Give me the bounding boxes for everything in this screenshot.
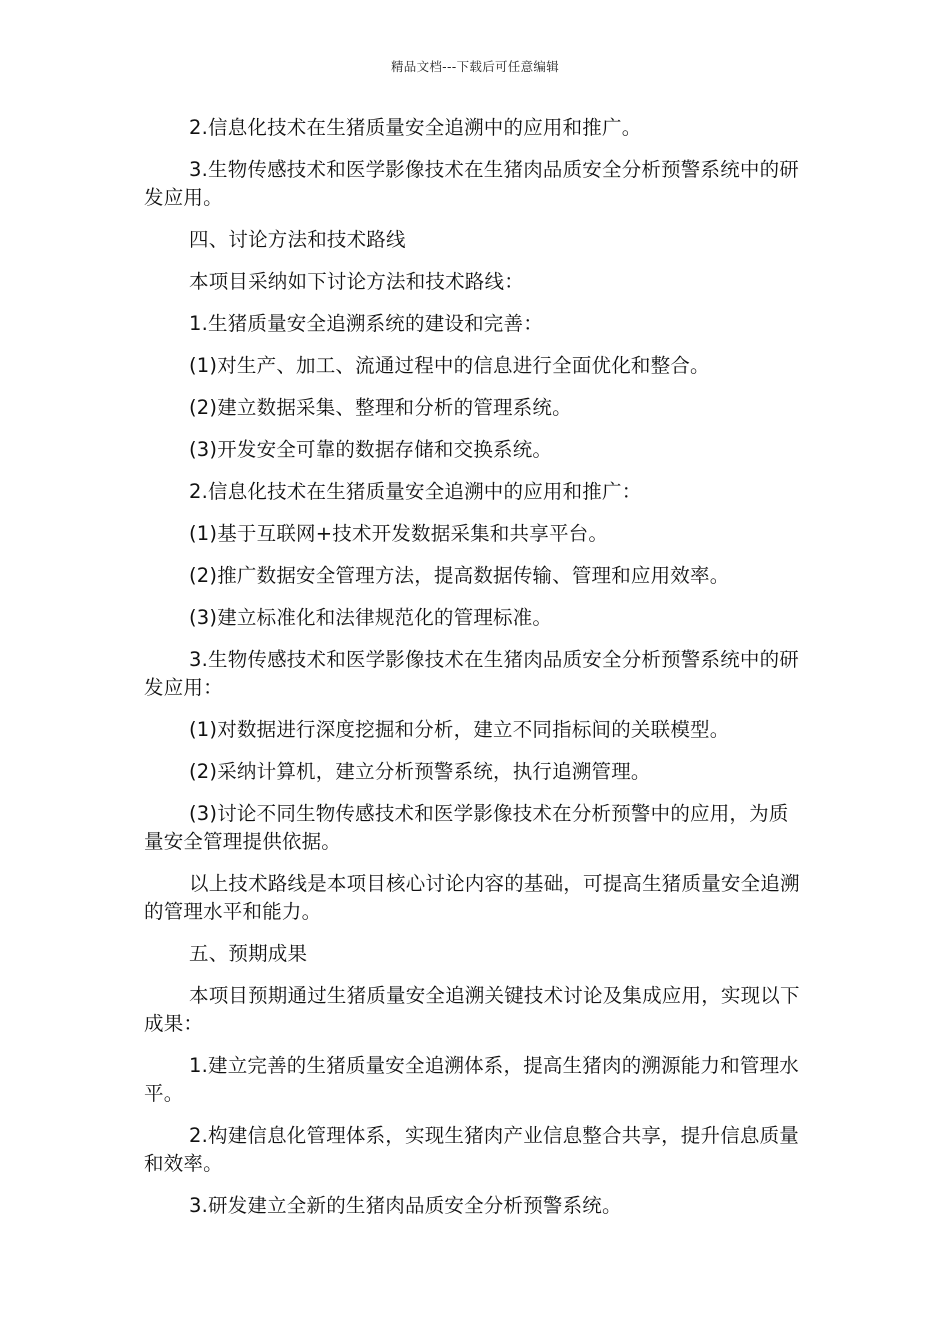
paragraph: 本项目预期通过生猪质量安全追溯关键技术讨论及集成应用，实现以下成果： (144, 984, 800, 1035)
list-item: 3.生物传感技术和医学影像技术在生猪肉品质安全分析预警系统中的研发应用： (144, 648, 800, 699)
list-item: 1.建立完善的生猪质量安全追溯体系，提高生猪肉的溯源能力和管理水平。 (144, 1054, 800, 1105)
paragraph: 3.生物传感技术和医学影像技术在生猪肉品质安全分析预警系统中的研发应用。 (144, 158, 800, 209)
list-item: 2.构建信息化管理体系，实现生猪肉产业信息整合共享，提升信息质量和效率。 (144, 1124, 800, 1175)
list-item: (1)基于互联网+技术开发数据采集和共享平台。 (189, 522, 609, 545)
list-item: (2)推广数据安全管理方法，提高数据传输、管理和应用效率。 (189, 564, 730, 587)
list-item: (1)对生产、加工、流通过程中的信息进行全面优化和整合。 (189, 354, 710, 377)
section-heading: 四、讨论方法和技术路线 (189, 228, 406, 251)
paragraph: 本项目采纳如下讨论方法和技术路线： (189, 270, 524, 293)
list-item: (3)开发安全可靠的数据存储和交换系统。 (189, 438, 553, 461)
paragraph: 2.信息化技术在生猪质量安全追溯中的应用和推广。 (189, 116, 642, 139)
list-item: 3.研发建立全新的生猪肉品质安全分析预警系统。 (189, 1194, 622, 1217)
list-item: 2.信息化技术在生猪质量安全追溯中的应用和推广： (189, 480, 642, 503)
document-body (144, 114, 804, 1234)
list-item: 1.生猪质量安全追溯系统的建设和完善： (189, 312, 543, 335)
list-item: (3)建立标准化和法律规范化的管理标准。 (189, 606, 553, 629)
list-item: (1)对数据进行深度挖掘和分析，建立不同指标间的关联模型。 (189, 718, 730, 741)
list-item: (3)讨论不同生物传感技术和医学影像技术在分析预警中的应用，为质量安全管理提供依据。 (144, 802, 789, 853)
list-item: (2)采纳计算机，建立分析预警系统，执行追溯管理。 (189, 760, 651, 783)
page-header: 精品文档---下载后可任意编辑 (390, 59, 560, 74)
list-item: (2)建立数据采集、整理和分析的管理系统。 (189, 396, 572, 419)
section-heading: 五、预期成果 (189, 942, 308, 965)
paragraph: 以上技术路线是本项目核心讨论内容的基础，可提高生猪质量安全追溯的管理水平和能力。 (144, 872, 800, 923)
